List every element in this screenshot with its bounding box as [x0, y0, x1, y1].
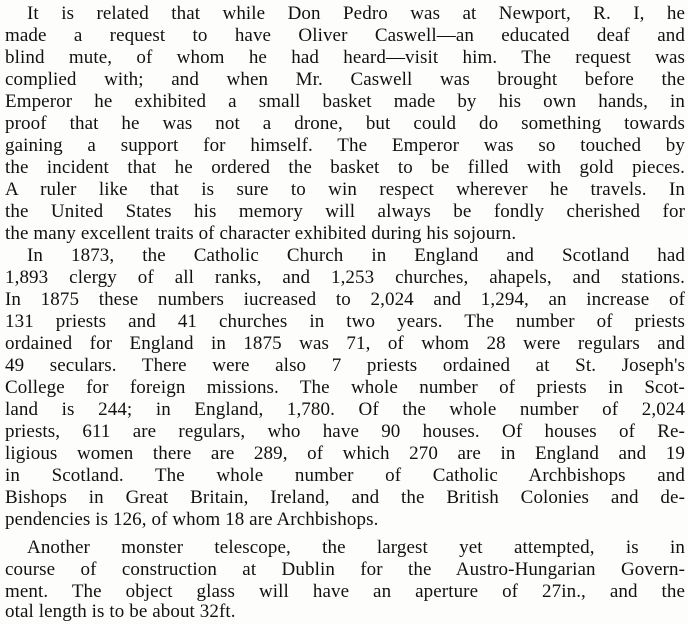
text-line: the incident that he ordered the basket to be filled with gold pieces. [5, 157, 685, 178]
text-line: In 1873, the Catholic Church in England and Scotland had [27, 245, 685, 266]
text-line: made a request to have Oliver Caswell—an educated deaf and [5, 25, 685, 46]
text-line: Another monster telescope, the largest yet attempted, is in [27, 537, 685, 558]
text-line: Emperor he exhibited a small basket made by his own hands, in [5, 91, 685, 112]
text-line: ment. The object glass will have an aperture of 27in., and the [5, 581, 685, 602]
text-line: the many excellent traits of character exhibited during his sojourn. [5, 223, 517, 244]
text-line: complied with; and when Mr. Caswell was brought before the [5, 69, 685, 90]
text-line: ligious women there are 289, of which 270 are in England and 19 [5, 443, 685, 464]
text-line: proof that he was not a drone, but could do something towards [5, 113, 685, 134]
text-line: the United States his memory will always be fondly cherished for [5, 201, 685, 222]
text-line: 1,893 clergy of all ranks, and 1,253 churches, ahapels, and stations. [5, 267, 685, 288]
text-line: priests, 611 are regulars, who have 90 houses. Of houses of Re- [5, 421, 685, 442]
text-line: blind mute, of whom he had heard—visit him. The request was [5, 47, 685, 68]
text-line: 49 seculars. There were also 7 priests ordained at St. Joseph's [5, 355, 685, 376]
text-line: gaining a support for himself. The Emperor was so touched by [5, 135, 685, 156]
text-line: ordained for England in 1875 was 71, of whom 28 were regulars and [5, 333, 685, 354]
text-line: course of construction at Dublin for the Austro-Hungarian Govern- [5, 559, 685, 580]
text-line: pendencies is 126, of whom 18 are Archbishops. [5, 509, 379, 530]
text-line: land is 244; in England, 1,780. Of the whole number of 2,024 [5, 399, 685, 420]
text-line: Bishops in Great Britain, Ireland, and the British Colonies and de- [5, 487, 685, 508]
text-line: In 1875 these numbers iucreased to 2,024 and 1,294, an increase of [5, 289, 685, 310]
text-line: in Scotland. The whole number of Catholic Archbishops and [5, 465, 685, 486]
text-line: otal length is to be about 32ft. [5, 601, 236, 622]
text-line: A ruler like that is sure to win respect wherever he travels. In [5, 179, 685, 200]
text-line: It is related that while Don Pedro was at Newport, R. I, he [27, 3, 685, 24]
text-line: College for foreign missions. The whole number of priests in Scot- [5, 377, 685, 398]
text-line: 131 priests and 41 churches in two years. The number of priests [5, 311, 685, 332]
